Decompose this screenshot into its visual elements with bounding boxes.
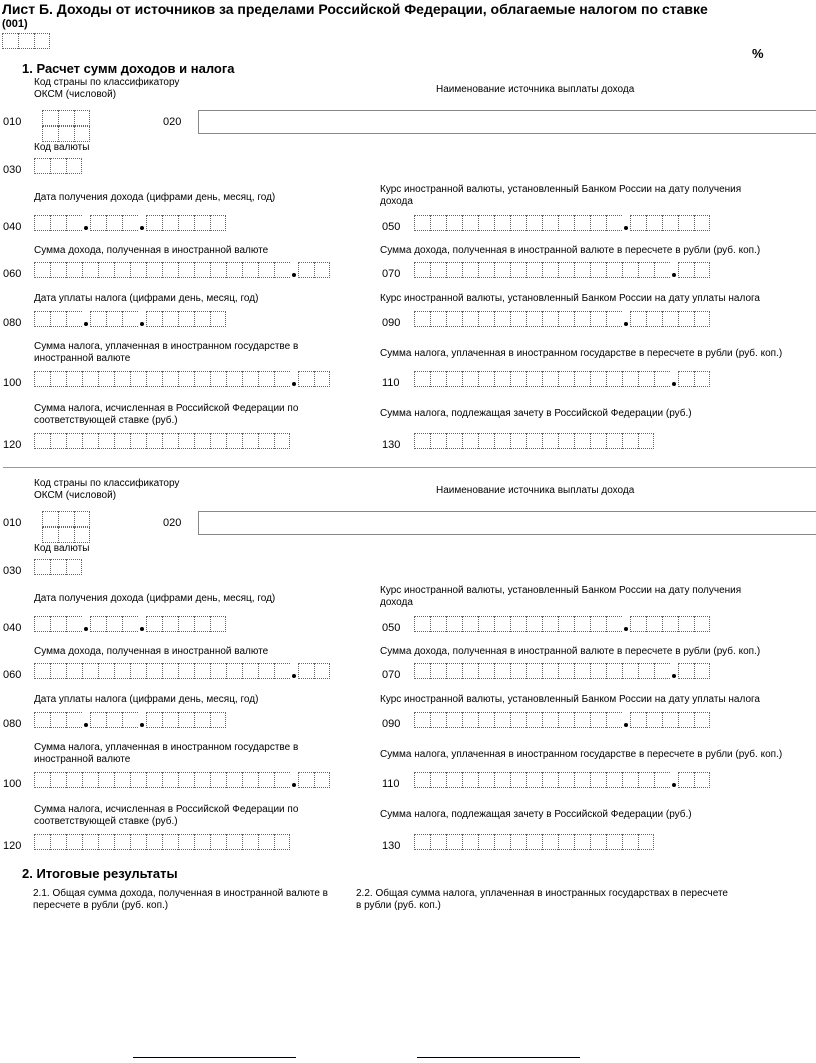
block1-tax-foreign-label: Сумма налога, уплаченная в иностранном государстве в иностранной валюте: [34, 341, 299, 364]
block1-income-rate-cells[interactable]: [414, 215, 710, 231]
block2-income-date-label: Дата получения дохода (цифрами день, месяц, год): [34, 593, 276, 604]
block2-code-050: 050: [382, 622, 401, 634]
block2-tax-rate-cells[interactable]: [414, 712, 710, 728]
block1-tax-rf-cells[interactable]: [34, 433, 290, 449]
block1-tax-date-cells[interactable]: [34, 311, 226, 327]
block1-code-130: 130: [382, 439, 401, 451]
block2-currency-code-cells[interactable]: [34, 559, 82, 575]
block2-tax-offset-cells[interactable]: [414, 834, 654, 850]
sheet-title: Лист Б. Доходы от источников за пределами Российской Федерации, облагаемые налогом по ставке: [2, 1, 708, 17]
block2-code-080: 080: [3, 718, 22, 730]
block1-country-code-cells[interactable]: [42, 110, 90, 126]
block2-currency-code-label: Код валюты: [34, 543, 90, 554]
block1-code-090: 090: [382, 317, 401, 329]
block1-currency-code-cells[interactable]: [34, 158, 82, 174]
block1-tax-offset-label: Сумма налога, подлежащая зачету в Российской Федерации (руб.): [380, 408, 692, 419]
block2-code-130: 130: [382, 840, 401, 852]
block1-income-date-cells[interactable]: [34, 215, 226, 231]
block1-code-120: 120: [3, 439, 22, 451]
block1-country-code-cells-2[interactable]: [42, 126, 90, 142]
block2-code-040: 040: [3, 622, 22, 634]
block1-tax-rub-cells[interactable]: [414, 371, 710, 387]
block2-code-060: 060: [3, 669, 22, 681]
rate-cells[interactable]: [2, 33, 50, 49]
block2-income-foreign-label: Сумма дохода, полученная в иностранной валюте: [34, 646, 269, 657]
block1-tax-rub-label: Сумма налога, уплаченная в иностранном государстве в пересчете в рубли (руб. коп.): [380, 348, 783, 359]
block2-tax-foreign-label: Сумма налога, уплаченная в иностранном государстве в иностранной валюте: [34, 742, 299, 765]
block1-code-030: 030: [3, 164, 22, 176]
block1-source-name-label: Наименование источника выплаты дохода: [436, 84, 635, 95]
block1-code-100: 100: [3, 377, 22, 389]
block2-tax-rate-label: Курс иностранной валюты, установленный Банком России на дату уплаты налога: [380, 694, 760, 705]
block2-code-110: 110: [382, 778, 400, 790]
section1-title: 1. Расчет сумм доходов и налога: [22, 61, 235, 76]
signature-line-right: [417, 1057, 580, 1058]
block2-country-code-cells-2[interactable]: [42, 527, 90, 543]
block1-country-code-label: Код страны по классификатору ОКСМ (числовой): [34, 77, 180, 100]
block2-tax-rub-label: Сумма налога, уплаченная в иностранном государстве в пересчете в рубли (руб. коп.): [380, 749, 783, 760]
block1-currency-code-label: Код валюты: [34, 142, 90, 153]
block2-tax-rub-cells[interactable]: [414, 772, 710, 788]
block2-tax-rf-label: Сумма налога, исчисленная в Российской Федерации по соответствующей ставке (руб.): [34, 804, 299, 827]
block2-tax-date-label: Дата уплаты налога (цифрами день, месяц, год): [34, 694, 259, 705]
total-tax-label: 2.2. Общая сумма налога, уплаченная в иностранных государствах в пересчете в рубли (руб. коп.): [356, 888, 728, 911]
block1-code-040: 040: [3, 221, 22, 233]
block2-income-rate-label: Курс иностранной валюты, установленный Банком России на дату получения дохода: [380, 585, 742, 608]
block1-income-foreign-label: Сумма дохода, полученная в иностранной валюте: [34, 245, 269, 256]
block2-code-100: 100: [3, 778, 22, 790]
block1-tax-date-label: Дата уплаты налога (цифрами день, месяц, год): [34, 293, 259, 304]
block2-source-name-label: Наименование источника выплаты дохода: [436, 485, 635, 496]
block1-source-name-field[interactable]: [198, 110, 816, 134]
block2-income-rub-label: Сумма дохода, полученная в иностранной валюте в пересчете в рубли (руб. коп.): [380, 646, 761, 657]
block1-code-080: 080: [3, 317, 22, 329]
signature-line-left: [133, 1057, 296, 1058]
block2-country-code-cells[interactable]: [42, 511, 90, 527]
block1-income-date-label: Дата получения дохода (цифрами день, месяц, год): [34, 192, 276, 203]
block-separator: [3, 467, 816, 468]
block2-code-020: 020: [163, 517, 182, 529]
block1-code-070: 070: [382, 268, 401, 280]
block2-income-foreign-cells[interactable]: [34, 663, 330, 679]
block2-source-name-field[interactable]: [198, 511, 816, 535]
block1-tax-offset-cells[interactable]: [414, 433, 654, 449]
block1-tax-rate-cells[interactable]: [414, 311, 710, 327]
section2-title: 2. Итоговые результаты: [22, 866, 178, 881]
block1-tax-rf-label: Сумма налога, исчисленная в Российской Федерации по соответствующей ставке (руб.): [34, 403, 299, 426]
block1-code-110: 110: [382, 377, 400, 389]
percent-sign: %: [752, 46, 764, 61]
block1-income-rub-label: Сумма дохода, полученная в иностранной валюте в пересчете в рубли (руб. коп.): [380, 245, 761, 256]
block1-income-rate-label: Курс иностранной валюты, установленный Банком России на дату получения дохода: [380, 184, 742, 207]
block2-code-070: 070: [382, 669, 401, 681]
block1-tax-rate-label: Курс иностранной валюты, установленный Банком России на дату уплаты налога: [380, 293, 760, 304]
block1-tax-foreign-cells[interactable]: [34, 371, 330, 387]
block1-code-020: 020: [163, 116, 182, 128]
block2-code-120: 120: [3, 840, 22, 852]
block1-income-foreign-cells[interactable]: [34, 262, 330, 278]
rate-code: (001): [2, 18, 28, 30]
block2-code-090: 090: [382, 718, 401, 730]
block2-tax-offset-label: Сумма налога, подлежащая зачету в Российской Федерации (руб.): [380, 809, 692, 820]
block1-code-010: 010: [3, 116, 22, 128]
block2-tax-date-cells[interactable]: [34, 712, 226, 728]
block2-tax-rf-cells[interactable]: [34, 834, 290, 850]
total-income-label: 2.1. Общая сумма дохода, полученная в иностранной валюте в пересчете в рубли (руб. коп.): [33, 888, 328, 911]
block1-income-rub-cells[interactable]: [414, 262, 710, 278]
block2-income-rub-cells[interactable]: [414, 663, 710, 679]
block2-tax-foreign-cells[interactable]: [34, 772, 330, 788]
block2-income-rate-cells[interactable]: [414, 616, 710, 632]
block1-code-060: 060: [3, 268, 22, 280]
block2-code-010: 010: [3, 517, 22, 529]
block2-country-code-label: Код страны по классификатору ОКСМ (числовой): [34, 478, 180, 501]
block2-income-date-cells[interactable]: [34, 616, 226, 632]
block1-code-050: 050: [382, 221, 401, 233]
block2-code-030: 030: [3, 565, 22, 577]
